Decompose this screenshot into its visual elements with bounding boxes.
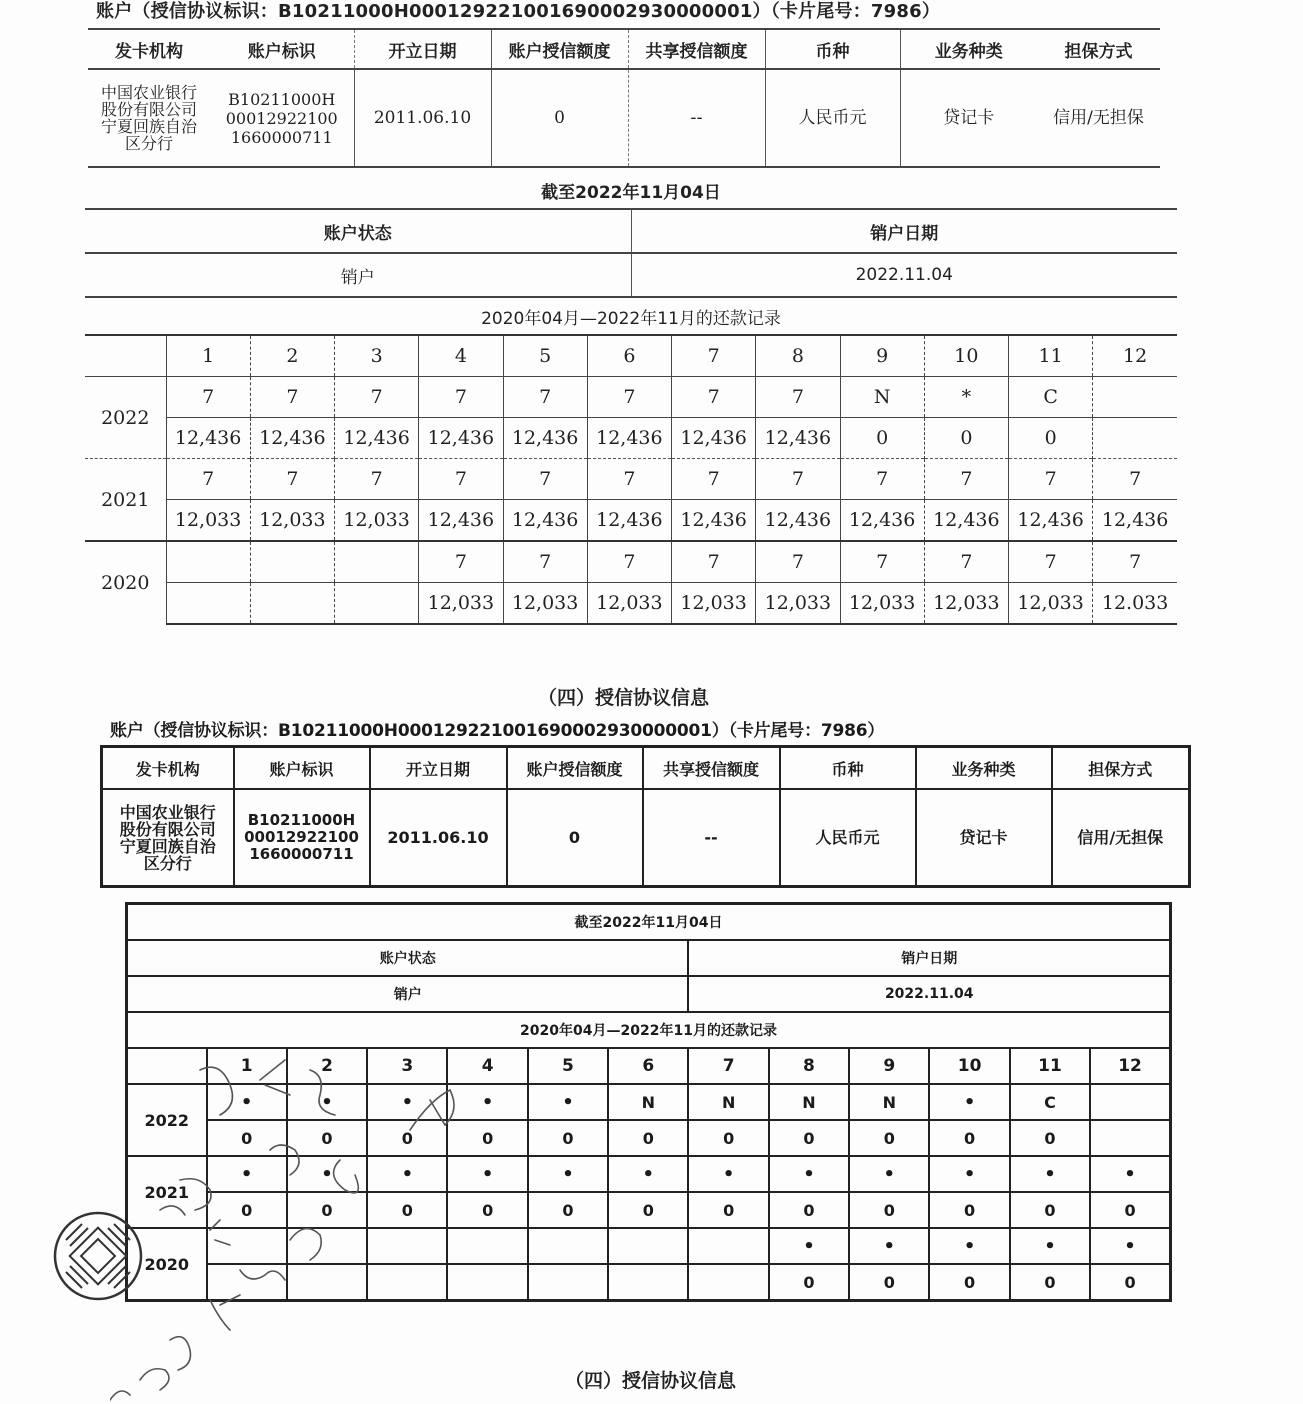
- amount-cell: 12,436: [335, 418, 419, 459]
- amount-cell: [250, 583, 334, 625]
- month-header: 9: [849, 1048, 929, 1084]
- amount-cell: 0: [1090, 1192, 1170, 1228]
- status-cell: 7: [166, 459, 250, 500]
- account-id-line: B10211000H: [247, 811, 356, 829]
- cell-open-date: 2011.06.10: [354, 69, 491, 167]
- header-account-id: 账户标识: [234, 747, 370, 790]
- header-closing-date: 销户日期: [688, 940, 1170, 976]
- header-issuer: 发卡机构: [88, 29, 210, 69]
- status-cell: [250, 541, 334, 583]
- status-cell: •: [367, 1156, 447, 1192]
- status-row: [85, 459, 1177, 500]
- status-cell: •: [849, 1156, 929, 1192]
- status-cell: 7: [335, 377, 419, 418]
- header-shared-limit: 共享授信额度: [628, 29, 765, 69]
- as-of-date-scan: 截至2022年11月04日: [127, 904, 1171, 941]
- amount-cell: 0: [207, 1192, 287, 1228]
- repayment-title-top: 2020年04月—2022年11月的还款记录: [481, 309, 781, 329]
- amount-cell: 0: [849, 1264, 929, 1301]
- amount-cell: 12,436: [503, 418, 587, 459]
- value-account-status: 销户: [85, 253, 631, 297]
- amount-cell: 0: [447, 1120, 527, 1156]
- amount-cell: [1090, 1120, 1170, 1156]
- status-cell: 7: [1093, 541, 1177, 583]
- month-header: 12: [1090, 1048, 1170, 1084]
- month-header-row: [127, 1048, 1171, 1084]
- status-cell: 7: [419, 377, 503, 418]
- status-cell: •: [929, 1228, 1009, 1264]
- status-cell: 7: [335, 459, 419, 500]
- status-cell: 7: [503, 541, 587, 583]
- amount-cell: 12,033: [924, 583, 1008, 625]
- status-cell: 7: [672, 377, 756, 418]
- account-id-line: 00012922100: [225, 108, 338, 128]
- amount-cell: 0: [929, 1120, 1009, 1156]
- status-row: [127, 1228, 1171, 1264]
- header-business-type: 业务种类: [900, 29, 1037, 69]
- status-cell: C: [1009, 377, 1093, 418]
- month-header-row: [85, 335, 1177, 377]
- cell-credit-limit: 0: [491, 69, 628, 167]
- amount-cell: 0: [287, 1120, 367, 1156]
- amount-cell: 12,436: [1009, 500, 1093, 542]
- status-cell: •: [207, 1156, 287, 1192]
- amount-cell: 12,436: [250, 418, 334, 459]
- month-header: 10: [929, 1048, 1009, 1084]
- amount-cell: 12,436: [756, 418, 840, 459]
- cell-currency: 人民币元: [765, 69, 900, 167]
- account-info-table-scan: [100, 745, 1191, 888]
- cell-business-type: 贷记卡: [916, 789, 1052, 887]
- status-cell: N: [608, 1084, 688, 1120]
- repayment-title-scan: 2020年04月—2022年11月的还款记录: [127, 1012, 1171, 1048]
- amount-cell: 12,033: [166, 500, 250, 542]
- amount-cell: 0: [367, 1120, 447, 1156]
- header-guarantee: 担保方式: [1037, 29, 1160, 69]
- amount-cell: 0: [769, 1264, 849, 1301]
- amount-cell: [207, 1264, 287, 1301]
- status-cell: •: [447, 1084, 527, 1120]
- amount-cell: 0: [929, 1264, 1009, 1301]
- status-cell: •: [528, 1156, 608, 1192]
- status-cell: [688, 1228, 768, 1264]
- account-id-line: B10211000H: [228, 89, 336, 109]
- month-header: 2: [287, 1048, 367, 1084]
- year-label: 2020: [85, 541, 166, 624]
- year-label: 2021: [85, 459, 166, 542]
- account-info-table-top: [88, 28, 1160, 168]
- status-cell: •: [608, 1156, 688, 1192]
- status-cell: 7: [1009, 541, 1093, 583]
- amount-cell: 12,436: [924, 500, 1008, 542]
- status-cell: •: [849, 1228, 929, 1264]
- value-account-status: 销户: [127, 976, 689, 1012]
- cell-account-id: [234, 789, 370, 887]
- amount-cell: 0: [367, 1192, 447, 1228]
- amount-cell: 12,033: [335, 500, 419, 542]
- cell-guarantee: 信用/无担保: [1037, 69, 1160, 167]
- header-account-status: 账户状态: [85, 209, 631, 253]
- amount-cell: 12,033: [1009, 583, 1093, 625]
- amount-cell: 12,436: [587, 418, 671, 459]
- status-cell: [528, 1228, 608, 1264]
- status-row: [85, 377, 1177, 418]
- amount-cell: 0: [1010, 1120, 1090, 1156]
- account-status-table-top: [85, 208, 1177, 298]
- status-cell: 7: [166, 377, 250, 418]
- status-cell: [166, 541, 250, 583]
- amount-cell: 12,033: [756, 583, 840, 625]
- month-header: 4: [447, 1048, 527, 1084]
- header-open-date: 开立日期: [354, 29, 491, 69]
- status-row: [127, 1156, 1171, 1192]
- issuer-line: 股份有限公司: [100, 100, 197, 119]
- amount-cell: 0: [769, 1192, 849, 1228]
- status-cell: 7: [1009, 459, 1093, 500]
- status-cell: 7: [419, 459, 503, 500]
- month-header: 3: [367, 1048, 447, 1084]
- status-cell: 7: [250, 377, 334, 418]
- status-cell: •: [1090, 1156, 1170, 1192]
- status-cell: 7: [840, 541, 924, 583]
- amount-cell: 0: [608, 1192, 688, 1228]
- status-cell: [287, 1228, 367, 1264]
- info-data-row: [88, 69, 1160, 167]
- year-label: 2022: [127, 1084, 207, 1156]
- status-cell: [1090, 1084, 1170, 1120]
- month-header: 5: [503, 335, 587, 377]
- amount-cell: 0: [929, 1192, 1009, 1228]
- amount-cell: 12,436: [503, 500, 587, 542]
- status-row: [85, 541, 1177, 583]
- status-cell: [207, 1228, 287, 1264]
- issuer-line: 中国农业银行: [119, 802, 216, 822]
- cell-guarantee: 信用/无担保: [1052, 789, 1190, 887]
- cell-shared-limit: --: [628, 69, 765, 167]
- cell-account-id: [210, 69, 354, 167]
- amount-cell: 12,436: [1093, 500, 1177, 542]
- month-header: 5: [528, 1048, 608, 1084]
- status-cell: 7: [503, 459, 587, 500]
- issuer-line: 区分行: [124, 134, 173, 153]
- status-cell: 7: [840, 459, 924, 500]
- amount-cell: [166, 583, 250, 625]
- status-cell: 7: [672, 541, 756, 583]
- status-cell: [447, 1228, 527, 1264]
- section-heading-credit-info: （四）授信协议信息: [538, 687, 710, 709]
- month-header: 6: [608, 1048, 688, 1084]
- month-header: 9: [840, 335, 924, 377]
- header-account-status: 账户状态: [127, 940, 689, 976]
- account-id-line: 00012922100: [244, 828, 359, 846]
- issuer-line: 股份有限公司: [119, 819, 216, 839]
- status-cell: 7: [587, 459, 671, 500]
- account-id-line: 1660000711: [249, 845, 354, 863]
- status-cell: •: [1090, 1228, 1170, 1264]
- amount-cell: 0: [1090, 1264, 1170, 1301]
- amount-cell: 12,436: [672, 418, 756, 459]
- amount-cell: 0: [207, 1120, 287, 1156]
- issuer-line: 宁夏回族自治: [119, 836, 216, 856]
- amount-cell: 0: [688, 1120, 768, 1156]
- amount-cell: 12,436: [672, 500, 756, 542]
- amount-cell: 0: [608, 1120, 688, 1156]
- year-label: 2021: [127, 1156, 207, 1228]
- account-line-scan: 账户（授信协议标识：B10211000H000129221001690002930000001）（卡片尾号：7986）: [110, 721, 885, 741]
- year-header-cell: [85, 335, 166, 377]
- month-header: 8: [769, 1048, 849, 1084]
- amount-cell: 0: [447, 1192, 527, 1228]
- amount-cell: 12,033: [587, 583, 671, 625]
- status-cell: [335, 541, 419, 583]
- amount-cell: 12,436: [419, 418, 503, 459]
- amount-cell: 12,033: [503, 583, 587, 625]
- month-header: 4: [419, 335, 503, 377]
- amount-cell: 12,436: [166, 418, 250, 459]
- value-closing-date: 2022.11.04: [631, 253, 1177, 297]
- status-cell: 7: [250, 459, 334, 500]
- year-label: 2020: [127, 1228, 207, 1301]
- status-cell: [367, 1228, 447, 1264]
- status-cell: 7: [419, 541, 503, 583]
- amount-row: [85, 583, 1177, 625]
- status-cell: •: [1010, 1228, 1090, 1264]
- cell-shared-limit: --: [643, 789, 780, 887]
- month-header: 1: [166, 335, 250, 377]
- status-cell: •: [287, 1156, 367, 1192]
- amount-cell: 12,436: [756, 500, 840, 542]
- status-cell: *: [924, 377, 1008, 418]
- amount-row: [85, 418, 1177, 459]
- amount-row: [127, 1192, 1171, 1228]
- header-currency: 币种: [765, 29, 900, 69]
- status-cell: •: [769, 1156, 849, 1192]
- header-issuer: 发卡机构: [102, 747, 234, 790]
- amount-cell: 0: [287, 1192, 367, 1228]
- cell-open-date: 2011.06.10: [370, 789, 507, 887]
- amount-cell: 0: [1009, 418, 1093, 459]
- month-header: 8: [756, 335, 840, 377]
- amount-cell: 0: [688, 1192, 768, 1228]
- status-cell: 7: [503, 377, 587, 418]
- header-guarantee: 担保方式: [1052, 747, 1190, 790]
- amount-row: [85, 500, 1177, 542]
- header-closing-date: 销户日期: [631, 209, 1177, 253]
- info-header-row: [88, 29, 1160, 69]
- status-cell: •: [929, 1084, 1009, 1120]
- header-currency: 币种: [780, 747, 916, 790]
- amount-cell: 12.033: [1093, 583, 1177, 625]
- amount-cell: [335, 583, 419, 625]
- amount-cell: 12,033: [840, 583, 924, 625]
- cell-credit-limit: 0: [507, 789, 643, 887]
- amount-cell: [367, 1264, 447, 1301]
- status-cell: [608, 1228, 688, 1264]
- repayment-grid-top: [85, 334, 1177, 625]
- amount-cell: 12,436: [840, 500, 924, 542]
- status-cell: •: [447, 1156, 527, 1192]
- status-cell: •: [367, 1084, 447, 1120]
- status-cell: •: [207, 1084, 287, 1120]
- issuer-line: 宁夏回族自治: [100, 117, 197, 136]
- as-of-date-top: 截至2022年11月04日: [541, 183, 721, 203]
- header-credit-limit: 账户授信额度: [507, 747, 643, 790]
- status-cell: •: [688, 1156, 768, 1192]
- status-cell: 7: [756, 459, 840, 500]
- status-cell: •: [929, 1156, 1009, 1192]
- amount-cell: 0: [528, 1120, 608, 1156]
- status-cell: N: [688, 1084, 768, 1120]
- year-header-cell: [127, 1048, 207, 1084]
- status-cell: 7: [1093, 459, 1177, 500]
- amount-row: [127, 1264, 1171, 1301]
- amount-cell: 0: [769, 1120, 849, 1156]
- month-header: 3: [335, 335, 419, 377]
- status-cell: 7: [756, 541, 840, 583]
- amount-cell: 12,436: [419, 500, 503, 542]
- header-business-type: 业务种类: [916, 747, 1052, 790]
- status-row: [127, 1084, 1171, 1120]
- month-header: 11: [1009, 335, 1093, 377]
- amount-cell: 0: [840, 418, 924, 459]
- status-cell: 7: [756, 377, 840, 418]
- year-label: 2022: [85, 377, 166, 459]
- cell-currency: 人民币元: [780, 789, 916, 887]
- amount-cell: 0: [924, 418, 1008, 459]
- header-account-id: 账户标识: [210, 29, 354, 69]
- status-cell: [1093, 377, 1177, 418]
- month-header: 7: [672, 335, 756, 377]
- month-header: 6: [587, 335, 671, 377]
- status-cell: C: [1010, 1084, 1090, 1120]
- issuer-line: 区分行: [143, 853, 192, 873]
- account-line-top: 账户（授信协议标识：B10211000H000129221001690002930000001）（卡片尾号：7986）: [96, 1, 941, 22]
- header-credit-limit: 账户授信额度: [491, 29, 628, 69]
- repayment-table-scan: [125, 902, 1172, 1302]
- issuer-line: 中国农业银行: [100, 83, 197, 102]
- section-heading-footer: （四）授信协议信息: [565, 1370, 737, 1392]
- amount-cell: [528, 1264, 608, 1301]
- amount-cell: 0: [1010, 1192, 1090, 1228]
- status-cell: •: [769, 1228, 849, 1264]
- cell-issuer: [88, 69, 210, 167]
- amount-cell: 0: [528, 1192, 608, 1228]
- amount-cell: 0: [1010, 1264, 1090, 1301]
- month-header: 1: [207, 1048, 287, 1084]
- amount-cell: 12,436: [587, 500, 671, 542]
- header-shared-limit: 共享授信额度: [643, 747, 780, 790]
- status-cell: 7: [587, 541, 671, 583]
- amount-cell: [287, 1264, 367, 1301]
- amount-cell: [688, 1264, 768, 1301]
- amount-cell: [1093, 418, 1177, 459]
- status-cell: N: [840, 377, 924, 418]
- status-cell: •: [287, 1084, 367, 1120]
- status-cell: •: [528, 1084, 608, 1120]
- status-cell: 7: [924, 459, 1008, 500]
- header-open-date: 开立日期: [370, 747, 507, 790]
- status-cell: N: [769, 1084, 849, 1120]
- cell-issuer: [102, 789, 234, 887]
- amount-cell: [447, 1264, 527, 1301]
- month-header: 12: [1093, 335, 1177, 377]
- status-cell: N: [849, 1084, 929, 1120]
- month-header: 11: [1010, 1048, 1090, 1084]
- status-cell: 7: [924, 541, 1008, 583]
- amount-cell: [608, 1264, 688, 1301]
- amount-cell: 0: [849, 1192, 929, 1228]
- month-header: 10: [924, 335, 1008, 377]
- amount-row: [127, 1120, 1171, 1156]
- amount-cell: 0: [849, 1120, 929, 1156]
- value-closing-date: 2022.11.04: [688, 976, 1170, 1012]
- status-cell: •: [1010, 1156, 1090, 1192]
- account-id-line: 1660000711: [230, 127, 333, 147]
- status-cell: 7: [587, 377, 671, 418]
- month-header: 7: [688, 1048, 768, 1084]
- amount-cell: 12,033: [419, 583, 503, 625]
- cell-business-type: 贷记卡: [900, 69, 1037, 167]
- status-cell: 7: [672, 459, 756, 500]
- amount-cell: 12,033: [250, 500, 334, 542]
- month-header: 2: [250, 335, 334, 377]
- amount-cell: 12,033: [672, 583, 756, 625]
